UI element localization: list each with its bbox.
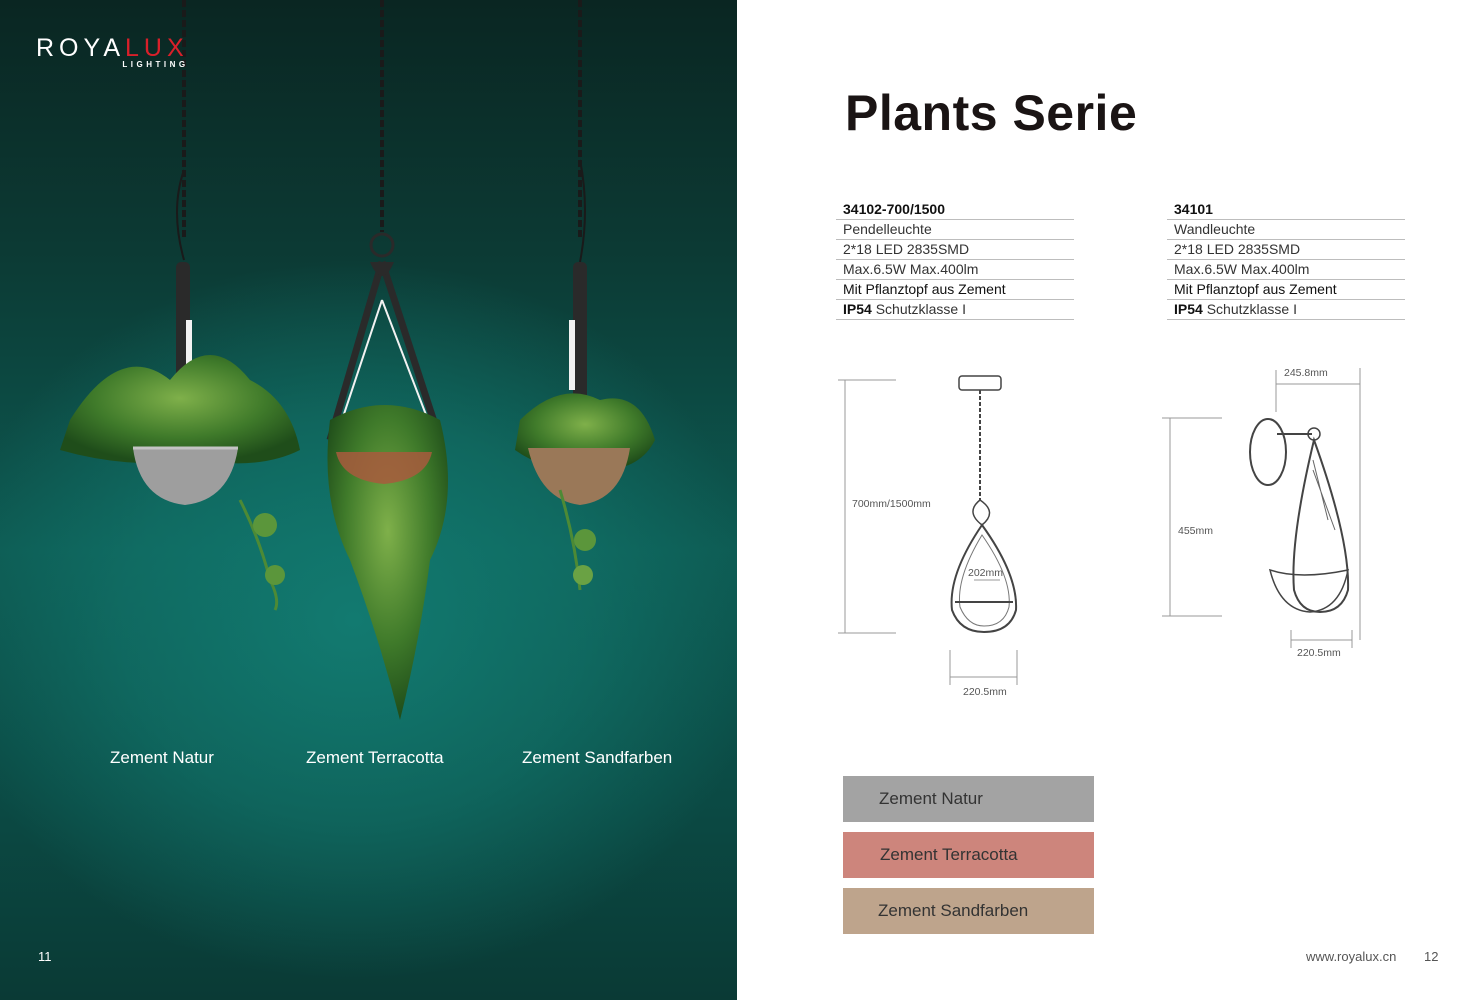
brand-name: ROYALUX — [36, 34, 189, 62]
wall-depth-dimension: 245.8mm — [1284, 367, 1328, 379]
spec-feature: Mit Pflanztopf aus Zement — [1167, 280, 1405, 300]
spec-type: Wandleuchte — [1167, 220, 1405, 240]
spec-power: Max.6.5W Max.400lm — [836, 260, 1074, 280]
page-number-right: 12 — [1424, 949, 1439, 964]
pendant-technical-drawing — [838, 376, 1017, 685]
pendant-height-dimension: 700mm/1500mm — [852, 498, 931, 510]
swatch-label: Zement Sandfarben — [878, 901, 1029, 920]
spec-protection: IP54 Schutzklasse I — [836, 300, 1074, 320]
spec-model: 34102-700/1500 — [836, 200, 1074, 220]
finish-label-natur: Zement Natur — [110, 748, 214, 767]
pendant-inner-width-dimension: 202mm — [968, 567, 1004, 579]
finish-label-sandfarben: Zement Sandfarben — [522, 748, 673, 767]
swatch-label: Zement Terracotta — [880, 845, 1018, 864]
spec-model: 34101 — [1167, 200, 1405, 220]
brand-tagline: LIGHTING — [122, 60, 189, 69]
spec-protection: IP54 Schutzklasse I — [1167, 300, 1405, 320]
wall-width-dimension: 220.5mm — [1297, 647, 1341, 659]
color-swatch-terracotta — [843, 832, 1094, 878]
spec-power: Max.6.5W Max.400lm — [1167, 260, 1405, 280]
spec-type: Pendelleuchte — [836, 220, 1074, 240]
wall-technical-drawing — [1162, 368, 1360, 648]
spec-feature: Mit Pflanztopf aus Zement — [836, 280, 1074, 300]
page-number-left: 11 — [38, 949, 52, 964]
wall-height-dimension: 455mm — [1178, 525, 1214, 537]
spec-led: 2*18 LED 2835SMD — [836, 240, 1074, 260]
pendant-width-dimension: 220.5mm — [963, 686, 1007, 698]
color-swatch-sandfarben — [843, 888, 1094, 934]
finish-label-terracotta: Zement Terracotta — [306, 748, 444, 767]
swatch-label: Zement Natur — [879, 789, 983, 808]
color-swatch-natur — [843, 776, 1094, 822]
page-title: Plants Serie — [845, 85, 1138, 141]
spec-led: 2*18 LED 2835SMD — [1167, 240, 1405, 260]
website-link[interactable]: www.royalux.cn — [1306, 949, 1397, 964]
